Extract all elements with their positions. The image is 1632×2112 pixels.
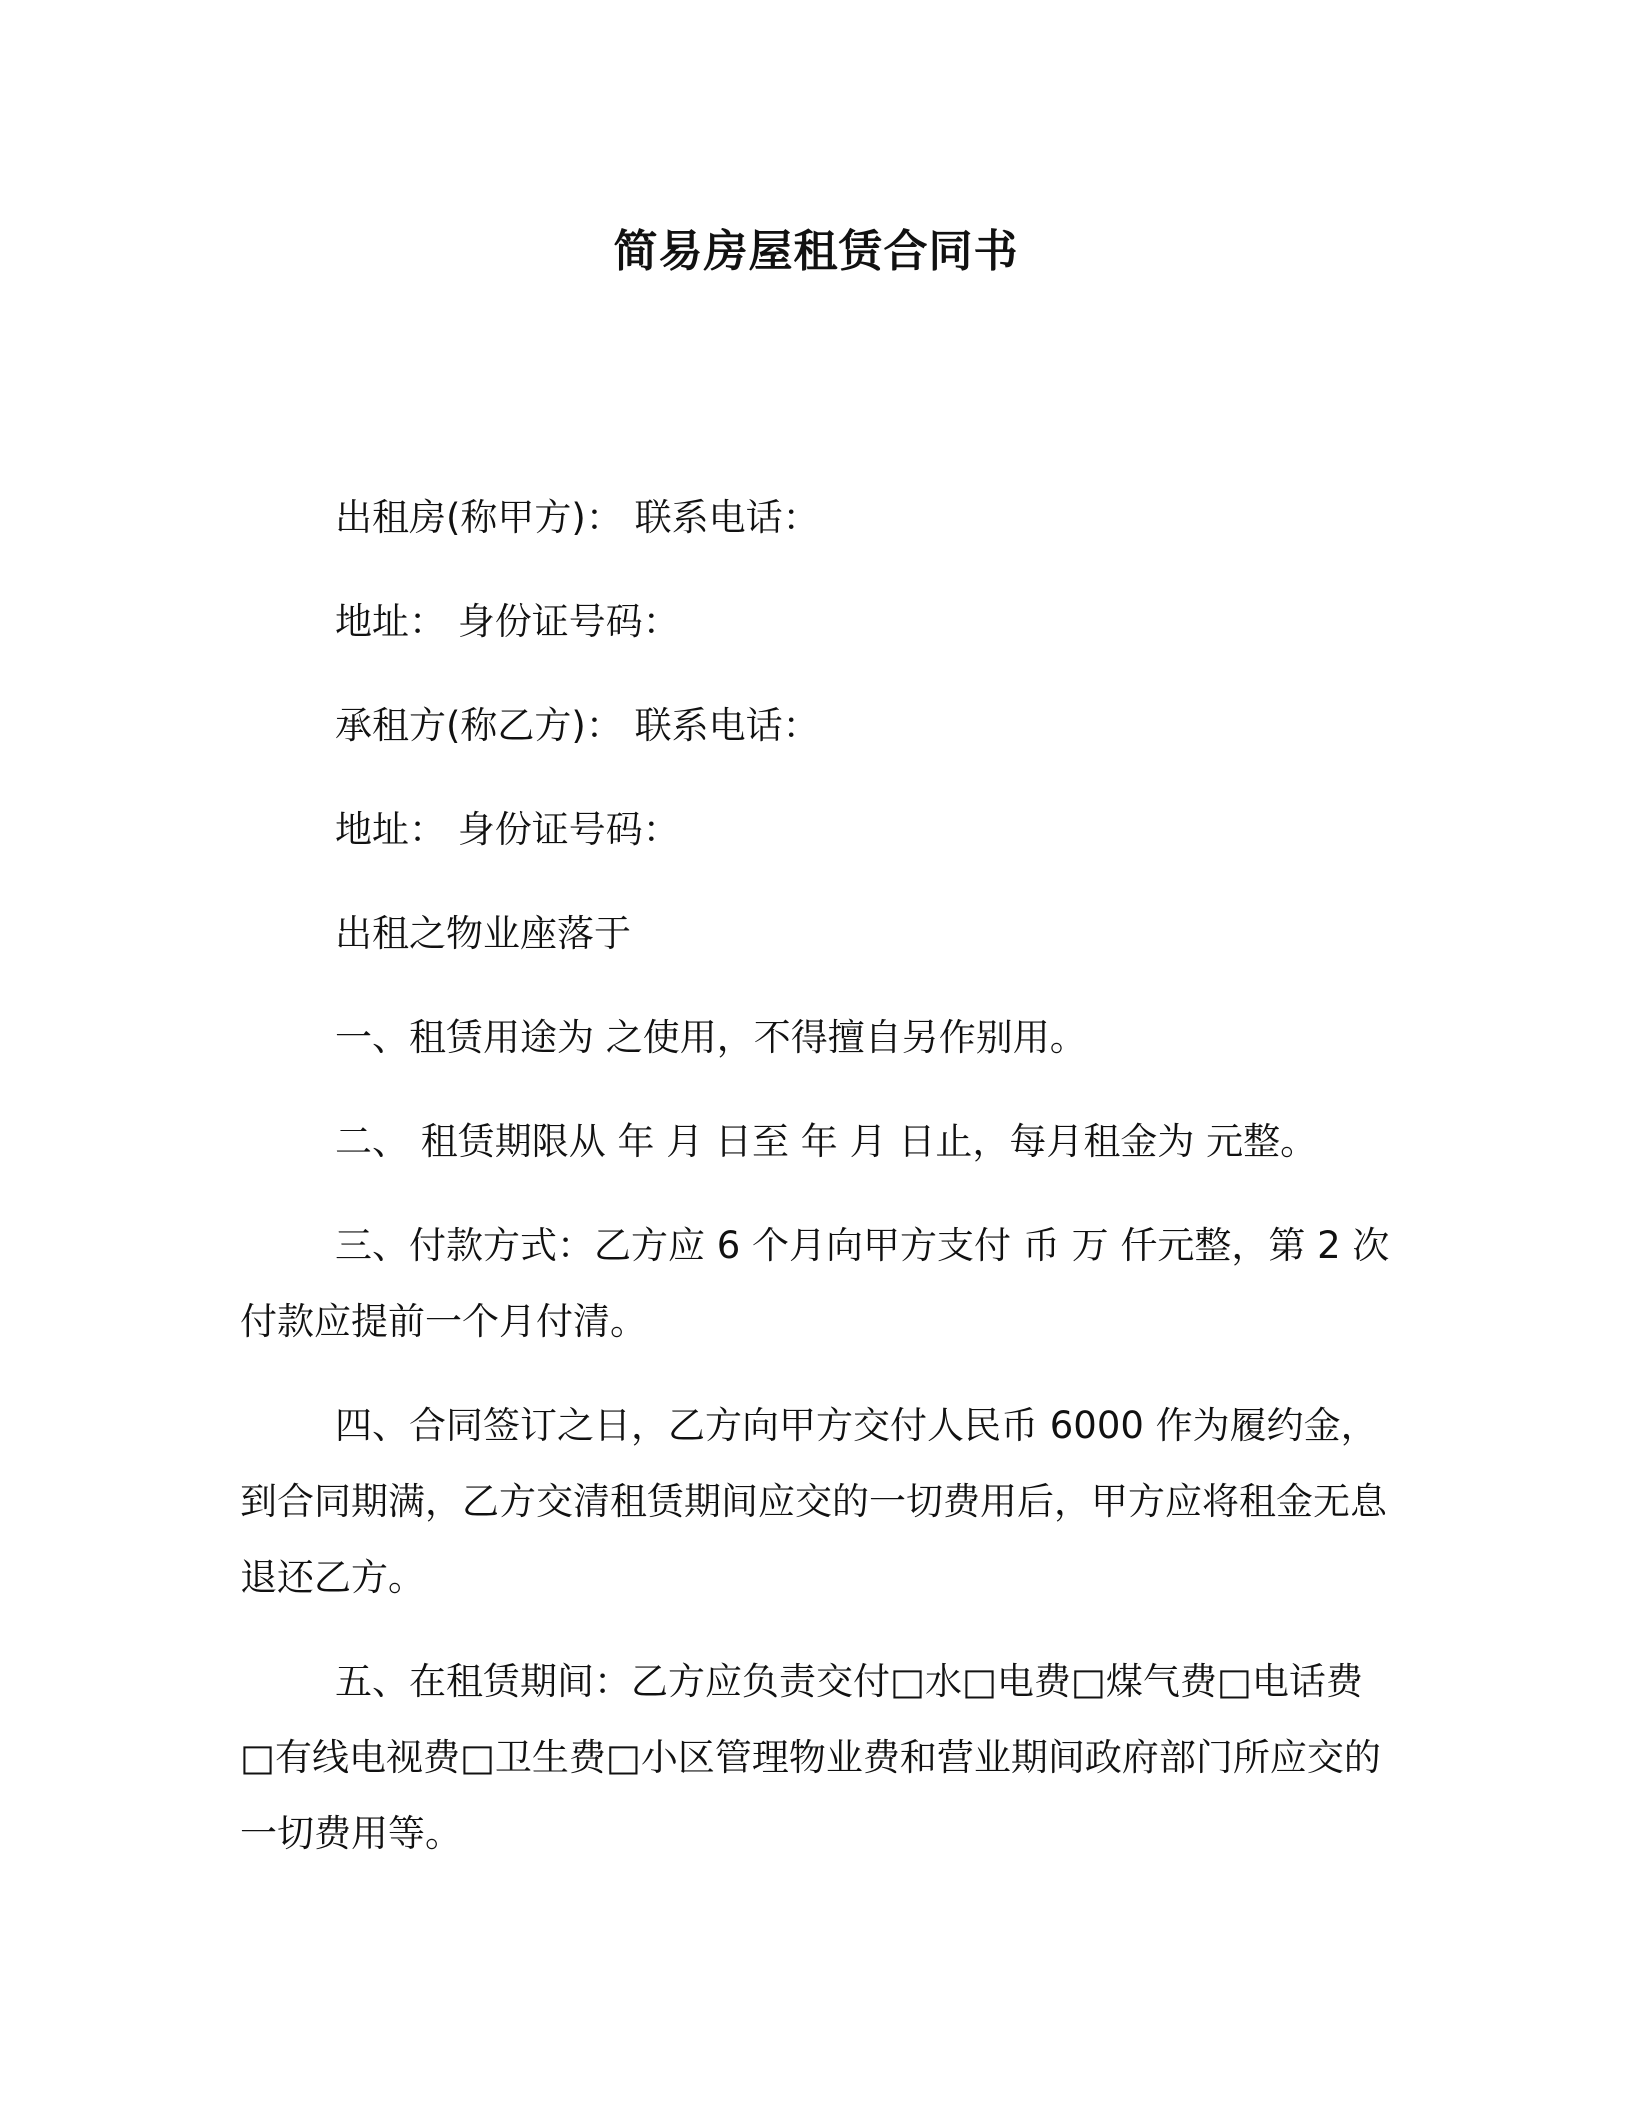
clause-5: 五、在租赁期间：乙方应负责交付□水□电费□煤气费□电话费□有线电视费□卫生费□小区管理物业费和营业期间政府部门所应交的一切费用等。	[240, 1660, 1381, 1855]
lessor-line: 出租房(称甲方)： 联系电话：	[335, 496, 820, 539]
document-title: 简易房屋租赁合同书	[613, 226, 1019, 277]
clause-3: 三、付款方式：乙方应 6 个月向甲方支付 币 万 仟元整，第 2 次付款应提前一个月付清。	[240, 1224, 1390, 1343]
clause-1: 一、租赁用途为 之使用，不得擅自另作别用。	[335, 1016, 1087, 1059]
property-location-line: 出租之物业座落于	[335, 912, 631, 955]
lessee-line: 承租方(称乙方)： 联系电话：	[335, 704, 820, 747]
lessee-address-line: 地址： 身份证号码：	[335, 808, 680, 851]
lessor-address-line: 地址： 身份证号码：	[335, 600, 680, 643]
clause-4: 四、合同签订之日，乙方向甲方交付人民币 6000 作为履约金，到合同期满，乙方交清租赁期间应交的一切费用后，甲方应将租金无息退还乙方。	[240, 1404, 1387, 1599]
clause-2: 二、 租赁期限从 年 月 日至 年 月 日止，每月租金为 元整。	[335, 1120, 1318, 1163]
